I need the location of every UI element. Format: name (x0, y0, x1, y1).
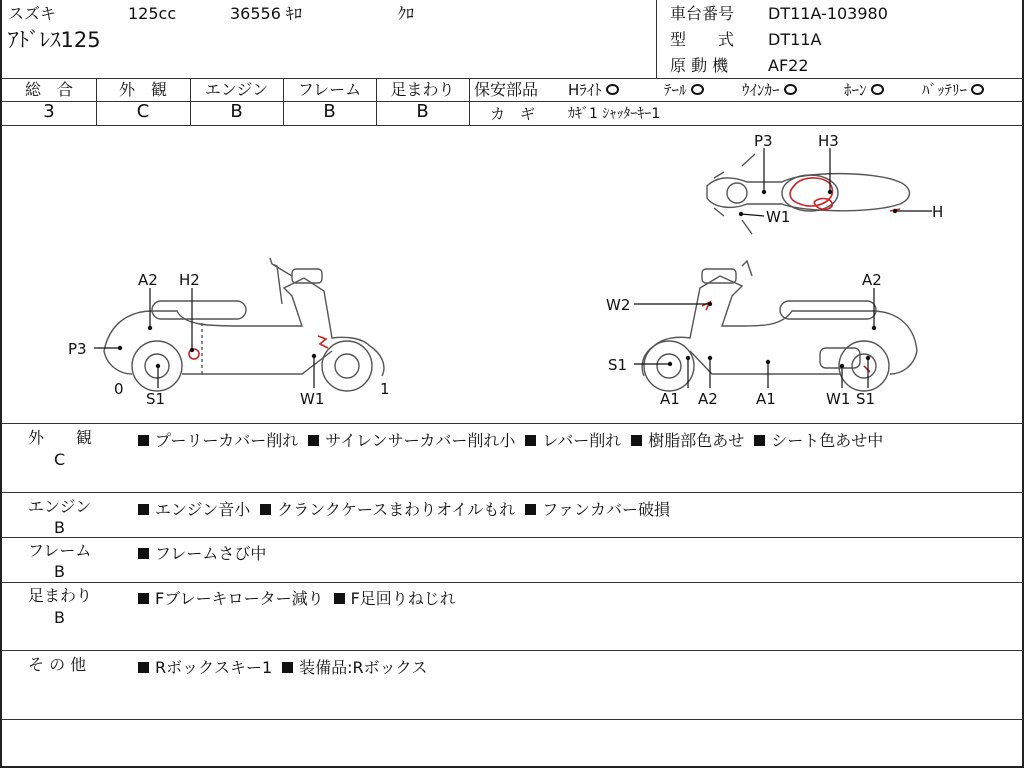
diagram-label: A2 (138, 271, 158, 289)
ok-mark-icon (691, 84, 704, 95)
key-label: カ ギ (490, 105, 536, 123)
grade-header-exterior: 外 観 (118, 80, 167, 99)
diagram-label: A2 (862, 271, 882, 289)
grade-col-line (469, 78, 470, 125)
ok-mark-icon (971, 84, 984, 95)
bullet-icon (525, 435, 536, 446)
diagram-label: A1 (660, 390, 680, 408)
frame-number-label: 車台番号 (670, 4, 735, 23)
bullet-icon (138, 662, 149, 673)
safety-item-tail: ﾃｰﾙ (664, 80, 704, 100)
safety-mid-line (469, 101, 1024, 102)
remark-line (2, 537, 1024, 538)
diagram-label: W2 (606, 296, 631, 314)
safety-item-headlight: Hﾗｲﾄ (568, 80, 619, 100)
key-value: ｶｷﾞ1 ｼｬｯﾀｰｷｰ1 (568, 106, 661, 122)
remark-grade-frame: B (54, 562, 65, 581)
bullet-icon (282, 662, 293, 673)
type-value: DT11A (768, 30, 822, 49)
remark-grade-exterior: C (54, 450, 66, 469)
grade-header-total: 総 合 (24, 80, 73, 99)
frame-number-value: DT11A-103980 (768, 4, 888, 23)
remark-items-exterior: プーリーカバー削れ サイレンサーカバー削れ小 レバー削れ 樹脂部色あせ シート色あせ中 (138, 428, 893, 451)
remark-line (2, 719, 1024, 720)
diagram-label: H (932, 203, 944, 221)
remark-category-suspension: 足まわり (28, 586, 93, 605)
safety-item-horn: ﾎｰﾝ (844, 80, 884, 100)
bullet-icon (138, 435, 149, 446)
remark-items-suspension: Fブレーキローター減り F足回りねじれ (138, 586, 466, 609)
engine-label: 原 動 機 (670, 56, 729, 75)
ok-mark-icon (784, 84, 797, 95)
diagram-label: 0 (114, 380, 124, 398)
grade-value-total: 3 (43, 101, 55, 122)
diagram-label: 1 (380, 380, 390, 398)
model-name: ｱﾄﾞﾚｽ125 (8, 28, 101, 52)
type-label: 型 式 (670, 30, 735, 49)
diagram-label: P3 (68, 340, 87, 358)
diagram-label: H2 (179, 271, 200, 289)
safety-item-battery: ﾊﾞｯﾃﾘｰ (922, 80, 984, 100)
bullet-icon (631, 435, 642, 446)
remark-category-engine: エンジン (28, 497, 92, 516)
diagram-label: H3 (818, 132, 839, 150)
remark-line (2, 582, 1024, 583)
diagram-label: W1 (826, 390, 851, 408)
grade-mid-line (2, 101, 469, 102)
remark-category-other: そ の 他 (28, 655, 87, 674)
engine-value: AF22 (768, 56, 809, 75)
remark-grade-engine: B (54, 518, 65, 537)
bullet-icon (754, 435, 765, 446)
ok-mark-icon (606, 84, 619, 95)
bullet-icon (138, 593, 149, 604)
displacement: 125cc (128, 4, 177, 23)
diagram-label: S1 (146, 390, 166, 408)
diagram-label: S1 (608, 356, 628, 374)
remark-items-engine: エンジン音小 クランクケースまわりオイルもれ ファンカバー破損 (138, 497, 680, 520)
bullet-icon (138, 548, 149, 559)
remark-category-exterior: 外 観 (28, 428, 93, 447)
grade-header-engine: エンジン (204, 80, 269, 99)
grade-value-frame: B (323, 101, 336, 122)
remark-line (2, 650, 1024, 651)
ok-mark-icon (871, 84, 884, 95)
grade-value-suspension: B (416, 101, 429, 122)
remark-category-frame: フレーム (28, 541, 92, 560)
remark-items-frame: フレームさび中 (138, 541, 276, 564)
safety-item-winker: ｳｲﾝｶｰ (742, 80, 797, 100)
bullet-icon (334, 593, 345, 604)
bullet-icon (260, 504, 271, 515)
diagram-label: S1 (856, 390, 876, 408)
header-bottom-line (2, 78, 1024, 79)
remark-line (2, 492, 1024, 493)
diagram-label: W1 (766, 208, 791, 226)
mileage: 36556 ｷﾛ (230, 4, 302, 23)
grade-col-line (96, 78, 97, 125)
diagram-bottom-line (2, 423, 1024, 424)
top-view-scooter (707, 154, 909, 234)
diagram-label: P3 (754, 132, 773, 150)
remark-items-other: Rボックスキー1 装備品:Rボックス (138, 655, 438, 678)
grade-col-line (376, 78, 377, 125)
bullet-icon (525, 504, 536, 515)
grade-header-frame: フレーム (297, 80, 362, 99)
grade-header-suspension: 足まわり (390, 80, 455, 99)
diagram-label: A1 (756, 390, 776, 408)
grade-col-line (283, 78, 284, 125)
bullet-icon (138, 504, 149, 515)
header-divider (656, 0, 657, 78)
grade-col-line (190, 78, 191, 125)
safety-label: 保安部品 (474, 80, 539, 99)
diagram-label: W1 (300, 390, 325, 408)
color: ｸﾛ (398, 4, 415, 23)
remark-grade-suspension: B (54, 608, 65, 627)
grade-value-engine: B (230, 101, 243, 122)
maker: スズキ (8, 4, 57, 23)
grade-value-exterior: C (136, 101, 150, 122)
bullet-icon (308, 435, 319, 446)
diagram-label: A2 (698, 390, 718, 408)
damage-diagram (2, 126, 1024, 423)
